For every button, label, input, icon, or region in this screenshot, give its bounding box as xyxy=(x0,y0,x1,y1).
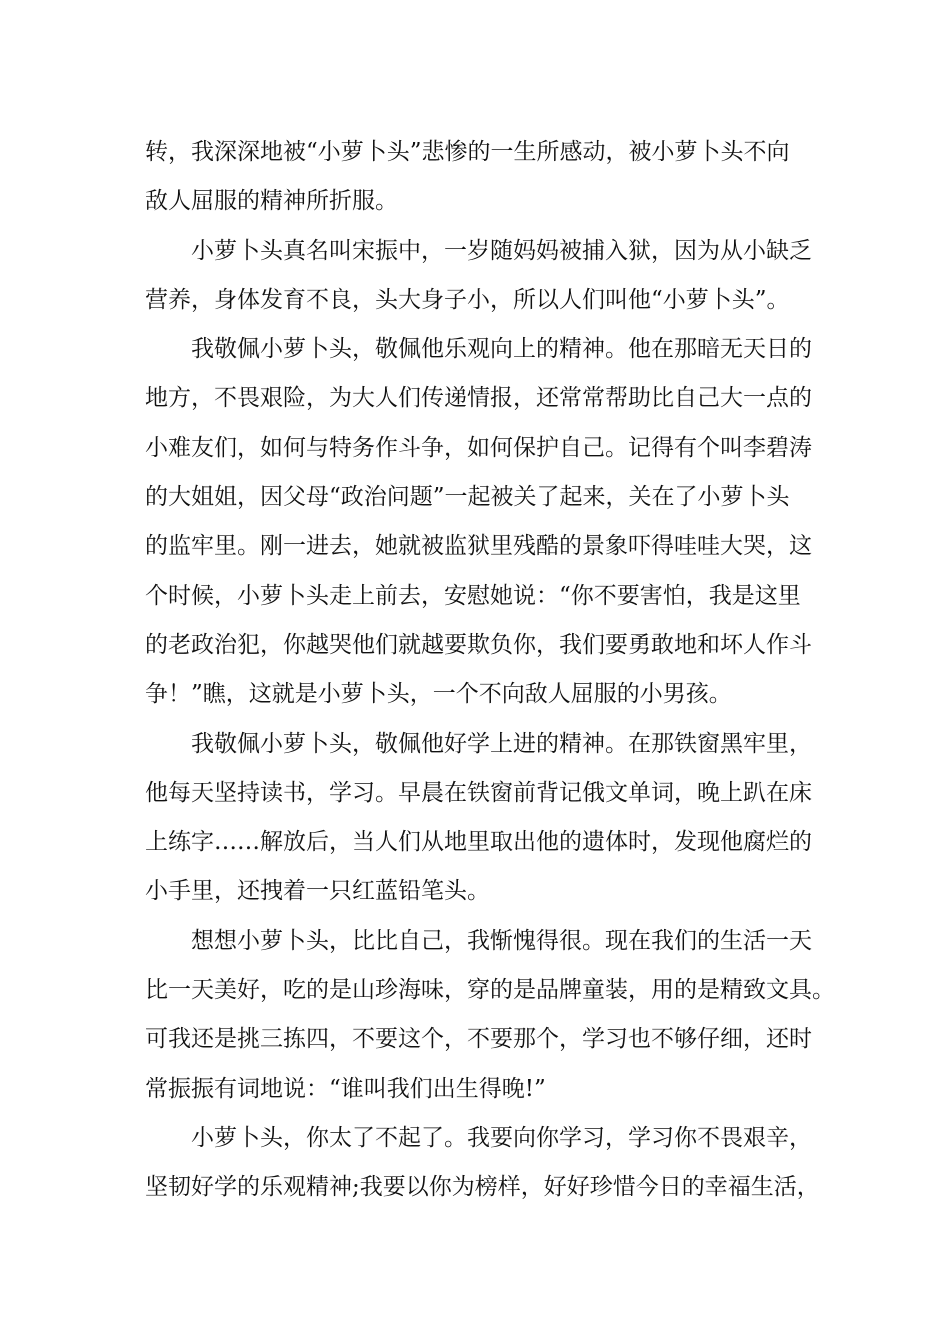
text-line: 的老政治犯，你越哭他们就越要欺负你，我们要勇敢地和坏人作斗 xyxy=(145,631,812,658)
paragraph-first-line: 我敬佩小萝卜头，敬佩他乐观向上的精神。他在那暗无天日的 xyxy=(191,336,812,363)
paragraph-first-line: 小萝卜头真名叫宋振中，一岁随妈妈被捕入狱，因为从小缺乏 xyxy=(191,237,812,264)
paragraph-first-line: 小萝卜头，你太了不起了。我要向你学习，学习你不畏艰辛， xyxy=(191,1124,812,1151)
text-line: 营养，身体发育不良，头大身子小，所以人们叫他“小萝卜头”。 xyxy=(145,286,790,313)
text-line: 可我还是挑三拣四，不要这个，不要那个，学习也不够仔细，还时 xyxy=(145,1026,812,1053)
text-line: 坚韧好学的乐观精神;我要以你为榜样，好好珍惜今日的幸福生活， xyxy=(145,1174,820,1201)
text-line: 比一天美好，吃的是山珍海味，穿的是品牌童装，用的是精致文具。 xyxy=(145,977,835,1004)
text-line: 的监牢里。刚一进去，她就被监狱里残酷的景象吓得哇哇大哭，这 xyxy=(145,533,812,560)
text-line: 转，我深深地被“小萝卜头”悲惨的一生所感动，被小萝卜头不向 xyxy=(145,139,790,165)
text-line: 个时候，小萝卜头走上前去，安慰她说：“你不要害怕，我是这里 xyxy=(145,582,801,609)
text-line: 小难友们，如何与特务作斗争，如何保护自己。记得有个叫李碧涛 xyxy=(145,434,812,461)
text-line: 地方，不畏艰险，为大人们传递情报，还常常帮助比自己大一点的 xyxy=(145,385,812,412)
paragraph-first-line: 我敬佩小萝卜头，敬佩他好学上进的精神。在那铁窗黑牢里， xyxy=(191,730,812,757)
essay-body xyxy=(145,128,835,1213)
text-line: 争！”瞧，这就是小萝卜头，一个不向敌人屈服的小男孩。 xyxy=(145,681,732,708)
text-line: 他每天坚持读书，学习。早晨在铁窗前背记俄文单词，晚上趴在床 xyxy=(145,779,812,806)
text-line: 常振振有词地说：“谁叫我们出生得晚!” xyxy=(145,1075,546,1102)
paragraph-first-line: 想想小萝卜头，比比自己，我惭愧得很。现在我们的生活一天 xyxy=(191,927,812,954)
text-line: 敌人屈服的精神所折服。 xyxy=(145,188,398,215)
text-line: 的大姐姐，因父母“政治问题”一起被关了起来，关在了小萝卜头 xyxy=(145,484,790,511)
text-line: 上练字……解放后，当人们从地里取出他的遗体时，发现他腐烂的 xyxy=(145,829,812,856)
text-line: 小手里，还拽着一只红蓝铅笔头。 xyxy=(145,878,490,905)
